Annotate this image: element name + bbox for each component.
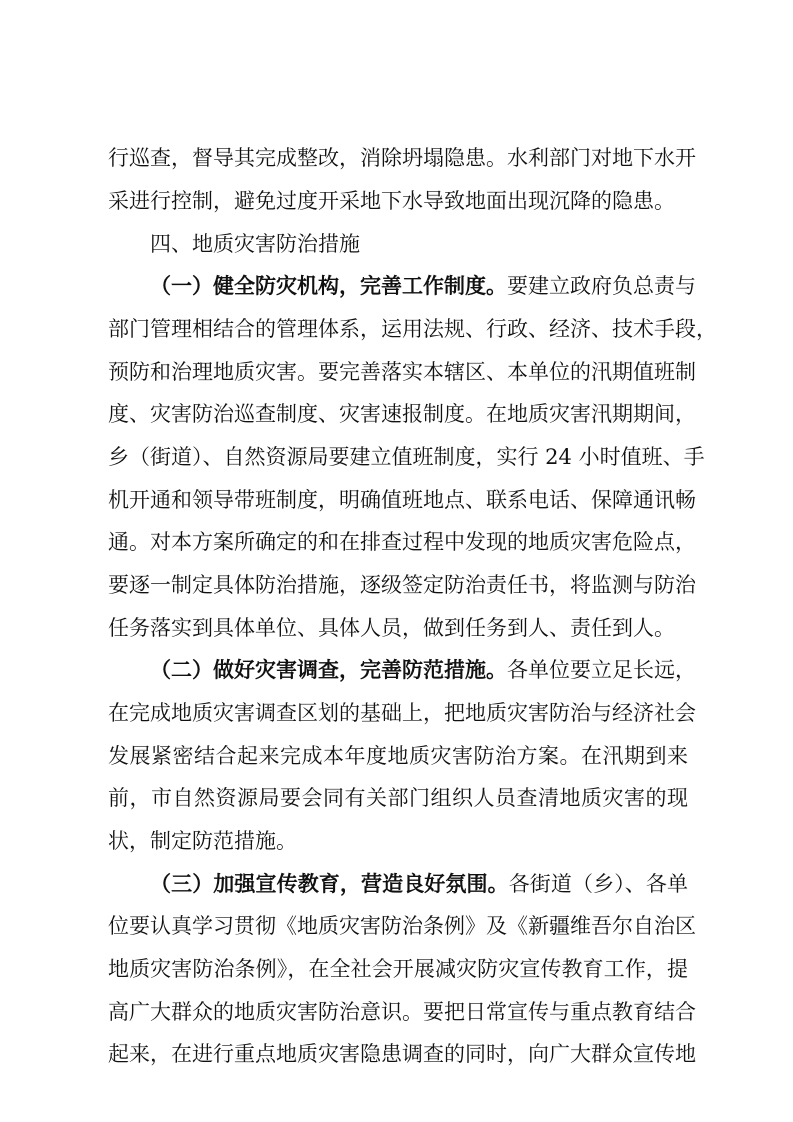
body-line: 位要认真学习贯彻《地质灾害防治条例》及《新疆维吾尔自治区 — [108, 914, 696, 938]
body-line: 乡（街道）、自然资源局要建立值班制度，实行 24 小时值班、手 — [108, 445, 705, 469]
body-text: 各单位要立足长远， — [507, 658, 696, 682]
body-line: 度、灾害防治巡查制度、灾害速报制度。在地质灾害汛期期间， — [108, 402, 696, 426]
subheading-2: （二）做好灾害调查，完善防范措施。 — [150, 657, 507, 682]
body-line: 高广大群众的地质灾害防治意识。要把日常宣传与重点教育结合 — [108, 1000, 696, 1024]
subheading-1: （一）健全防灾机构，完善工作制度。 — [150, 273, 507, 298]
body-text: 各街道（乡）、各单 — [508, 872, 689, 896]
body-line: 要逐一制定具体防治措施，逐级签定防治责任书，将监测与防治 — [108, 573, 696, 597]
body-line: 采进行控制，避免过度开采地下水导致地面出现沉降的隐患。 — [108, 189, 675, 213]
body-line: 起来，在进行重点地质灾害隐患调查的同时，向广大群众宣传地 — [108, 1042, 696, 1066]
body-line: 预防和治理地质灾害。要完善落实本辖区、本单位的汛期值班制 — [108, 360, 696, 384]
subheading-3: （三）加强宣传教育，营造良好氛围。 — [150, 871, 509, 896]
paragraph-first-line — [150, 266, 696, 306]
body-line: 地质灾害防治条例》，在全社会开展减灾防灾宣传教育工作，提 — [108, 957, 688, 981]
body-line: 任务落实到具体单位、具体人员，做到任务到人、责任到人。 — [108, 616, 675, 640]
body-text: 要建立政府负总责与 — [507, 274, 696, 298]
body-line: 行巡查，督导其完成整改，消除坍塌隐患。水利部门对地下水开 — [108, 146, 696, 170]
body-line: 通。对本方案所确定的和在排查过程中发现的地质灾害危险点， — [108, 530, 696, 554]
body-line: 部门管理相结合的管理体系，运用法规、行政、经济、技术手段， — [108, 317, 717, 341]
body-line: 在完成地质灾害调查区划的基础上，把地质灾害防治与经济社会 — [108, 701, 696, 725]
paragraph-first-line — [150, 650, 696, 690]
section-heading: 四、地质灾害防治措施 — [150, 232, 360, 256]
body-line: 发展紧密结合起来完成本年度地质灾害防治方案。在汛期到来 — [108, 744, 688, 768]
body-line: 前，市自然资源局要会同有关部门组织人员查清地质灾害的现 — [108, 786, 688, 810]
paragraph-first-line — [150, 864, 688, 904]
body-line: 机开通和领导带班制度，明确值班地点、联系电话、保障通讯畅 — [108, 488, 696, 512]
body-line: 状，制定防范措施。 — [108, 829, 297, 853]
